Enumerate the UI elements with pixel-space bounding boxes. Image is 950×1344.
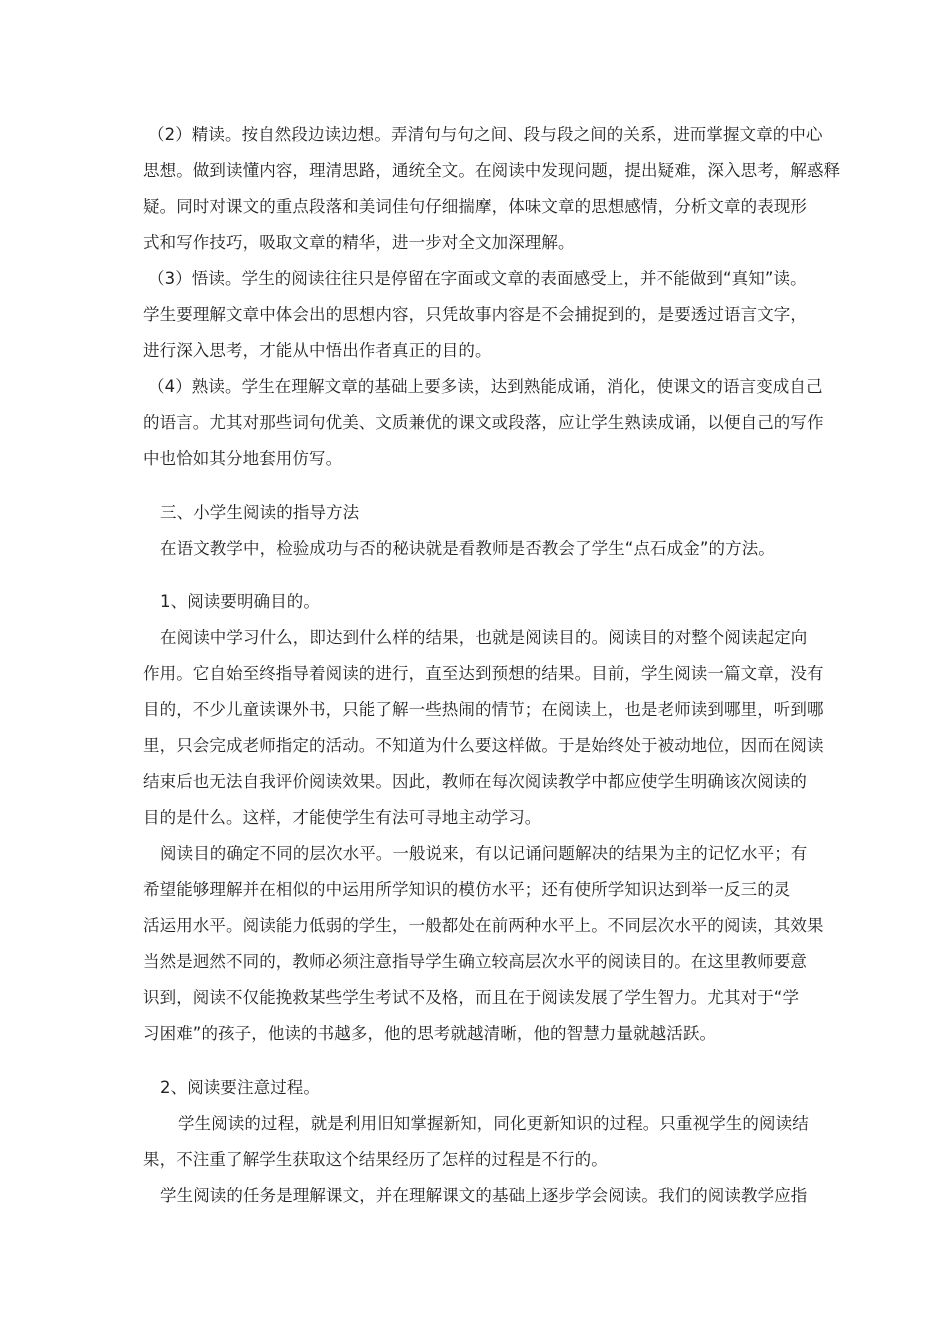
subsection-heading: 2、阅读要注意过程。 [160,1078,320,1097]
text-line: 里，只会完成老师指定的活动。不知道为什么要这样做。于是始终处于被动地位，因而在阅读 [143,736,824,755]
text-line: 式和写作技巧，吸取文章的精华，进一步对全文加深理解。 [143,233,575,252]
text-line: 中也恰如其分地套用仿写。 [143,449,343,468]
subsection-heading: 1、阅读要明确目的。 [160,592,320,611]
text-line: 作用。它自始至终指导着阅读的进行，直至达到预想的结果。目前，学生阅读一篇文章，没有 [143,664,824,683]
text-line: 在语文教学中，检验成功与否的秘诀就是看教师是否教会了学生“点石成金”的方法。 [160,539,775,558]
text-line: 活运用水平。阅读能力低弱的学生，一般都处在前两种水平上。不同层次水平的阅读，其效果 [143,916,824,935]
text-line: 当然是迥然不同的，教师必须注意指导学生确立较高层次水平的阅读目的。在这里教师要意 [143,952,807,971]
text-line: （2）精读。按自然段边读边想。弄清句与句之间、段与段之间的关系，进而掌握文章的中心 [148,125,823,144]
text-line: 目的，不少儿童读课外书，只能了解一些热闹的情节；在阅读上，也是老师读到哪里，听到哪 [143,700,824,719]
text-line: 识到，阅读不仅能挽救某些学生考试不及格，而且在于阅读发展了学生智力。尤其对于“学 [143,988,800,1007]
text-line: 希望能够理解并在相似的中运用所学知识的模仿水平；还有使所学知识达到举一反三的灵 [143,880,791,899]
text-line: 学生要理解文章中体会出的思想内容，只凭故事内容是不会捕捉到的，是要透过语言文字， [143,305,807,324]
text-line: 阅读目的确定不同的层次水平。一般说来，有以记诵问题解决的结果为主的记忆水平；有 [160,844,808,863]
text-line: （4）熟读。学生在理解文章的基础上要多读，达到熟能成诵，消化，使课文的语言变成自己 [148,377,823,396]
text-line: 目的是什么。这样，才能使学生有法可寻地主动学习。 [143,808,542,827]
text-line: 学生阅读的任务是理解课文，并在理解课文的基础上逐步学会阅读。我们的阅读教学应指 [160,1186,808,1205]
text-line: 果，不注重了解学生获取这个结果经历了怎样的过程是不行的。 [143,1150,608,1169]
text-line: 结束后也无法自我评价阅读效果。因此，教师在每次阅读教学中都应使学生明确该次阅读的 [143,772,807,791]
text-line: 在阅读中学习什么，即达到什么样的结果，也就是阅读目的。阅读目的对整个阅读起定向 [160,628,808,647]
text-line: 习困难”的孩子，他读的书越多，他的思考就越清晰，他的智慧力量就越活跃。 [143,1024,717,1043]
text-line: 的语言。尤其对那些词句优美、文质兼优的课文或段落，应让学生熟读成诵，以便自己的写作 [143,413,824,432]
text-line: （3）悟读。学生的阅读往往只是停留在字面或文章的表面感受上，并不能做到“真知”读。 [148,269,807,288]
text-line: 进行深入思考，才能从中悟出作者真正的目的。 [143,341,492,360]
text-line: 思想。做到读懂内容，理清思路，通统全文。在阅读中发现问题，提出疑难，深入思考，解惑释 [143,161,841,180]
text-line: 疑。同时对课文的重点段落和美词佳句仔细揣摩，体味文章的思想感情，分析文章的表现形 [143,197,807,216]
text-line: 学生阅读的过程，就是利用旧知掌握新知，同化更新知识的过程。只重视学生的阅读结 [178,1114,809,1133]
section-heading: 三、小学生阅读的指导方法 [160,503,360,522]
